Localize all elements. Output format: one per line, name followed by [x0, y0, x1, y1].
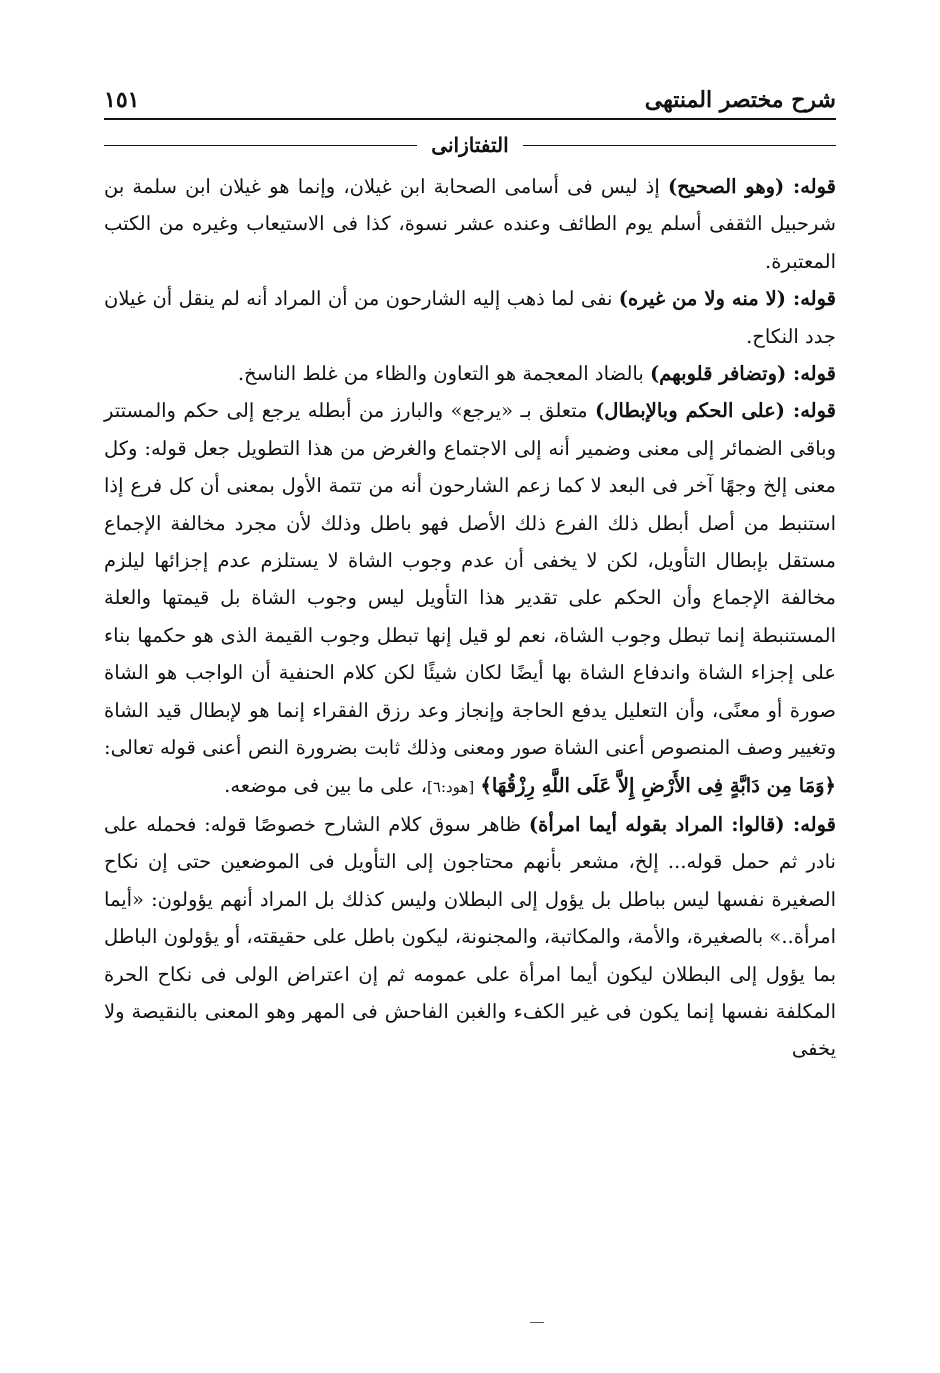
paragraph-lead: قوله: (على الحكم وبالإبطال) — [594, 399, 836, 423]
paragraph — [104, 280, 836, 355]
paragraph — [104, 392, 836, 805]
book-title: شرح مختصر المنتهى — [644, 87, 836, 113]
section-title: التفتازانى — [431, 133, 509, 157]
paragraph — [104, 806, 836, 1068]
paragraph-lead: قوله: (وهو الصحيح) — [667, 175, 836, 198]
section-heading — [104, 128, 836, 162]
paragraph-text: متعلق بـ «يرجع» والبارز من أبطله يرجع إلى حكم والمستتر وباقى الضمائر إلى معنى وضمير أنه إلى الاجتماع والغرض من هذا التطويل جعل قوله: وكل معنى إلخ وجهًا آخر فى البعد لا كما زعم الشارحون أنه من تتمة الأول بمعنى أن كل فرع إذا استنبط من أصل أبطل ذلك الفرع ذلك الأصل فهو باطل وذلك لأن مجرد مخالفة الإجماع مستقل بإبطال التأويل، لكن لا يخفى أن عدم وجوب الشاة لا يستلزم عدم إجزائها ليلزم مخالفة الإجماع وأن الحكم على تقدير هذا التأويل ليس وجوب الشاة بل قيمتها والعلة المستنبطة إنما تبطل وجوب الشاة، نعم لو قيل إنها تبطل وجوب القيمة الذى هو حكمها بناء على إجزاء الشاة واندفاع الشاة بها أيضًا لكان شيئًا لكن كلام الحنفية أن الواجب هو الشاة صورة أو معنًى، وأن التعليل يدفع الحاجة وإنجاز وعد رزق الفقراء إنما هو لإبطال قيد الشاة وتغيير وصف المنصوص أعنى الشاة صور ومعنى وذلك ثابت بضرورة النص أعنى قوله تعالى: — [104, 399, 836, 760]
verse-reference: [هود:٦] — [427, 777, 475, 796]
paragraph — [104, 168, 836, 280]
heading-rule-right — [523, 145, 836, 146]
paragraph-text: نفى لما ذهب إليه الشارحون من أن المراد أنه لم ينقل أن غيلان جدد النكاح. — [104, 287, 836, 348]
page-bottom-mark — [530, 1322, 544, 1323]
paragraph-text: بالضاد المعجمة هو التعاون والظاء من غلط الناسخ. — [237, 362, 650, 386]
paragraph-lead: قوله: (قالوا: المراد بقوله أيما امرأة) — [528, 812, 836, 836]
paragraph-lead: قوله: (وتضافر قلوبهم) — [649, 362, 836, 386]
commentary-text — [104, 168, 836, 1325]
header-rule — [104, 118, 836, 120]
heading-rule-left — [104, 145, 417, 146]
paragraph-text: إذ ليس فى أسامى الصحابة ابن غيلان، وإنما هو غيلان ابن سلمة بن شرحبيل الثقفى أسلم يوم الطائف وعنده عشر نسوة، كذا فى الاستيعاب وغيره من الكتب المعتبرة. — [104, 175, 836, 273]
paragraph — [104, 355, 836, 392]
paragraph-lead: قوله: (لا منه ولا من غيره) — [618, 287, 836, 311]
quran-verse: ﴿وَمَا مِن دَابَّةٍ فِى الأَرْضِ إِلاَّ عَلَى اللَّهِ رِزْقُهَا﴾ — [480, 773, 836, 797]
paragraph-tail: ، على ما بين فى موضعه. — [224, 773, 428, 797]
paragraph-text: ظاهر سوق كلام الشارح خصوصًا قوله: فحمله على نادر ثم حمل قوله... إلخ، مشعر بأنهم محتاجون إلى التأويل فى الموضعين حتى إن نكاح الصغيرة نفسها ليس بباطل بل يؤول إلى البطلان وليس كذلك بل المراد أنهم يؤولون: «أيما امرأة..» بالصغيرة، والأمة، والمكاتبة، والمجنونة، ليكون باطل على حقيقته، أو يؤولون الباطل بما يؤول إلى البطلان ليكون أيما امرأة على عمومه ثم إن اعتراض الولى فى نكاح الحرة المكلفة نفسها إنما يكون فى غير الكفء والغبن الفاحش فى المهر وهو المعنى بالنقيصة ولا يخفى — [104, 812, 836, 1061]
page-number: ١٥١ — [104, 87, 140, 113]
running-header — [104, 80, 836, 120]
